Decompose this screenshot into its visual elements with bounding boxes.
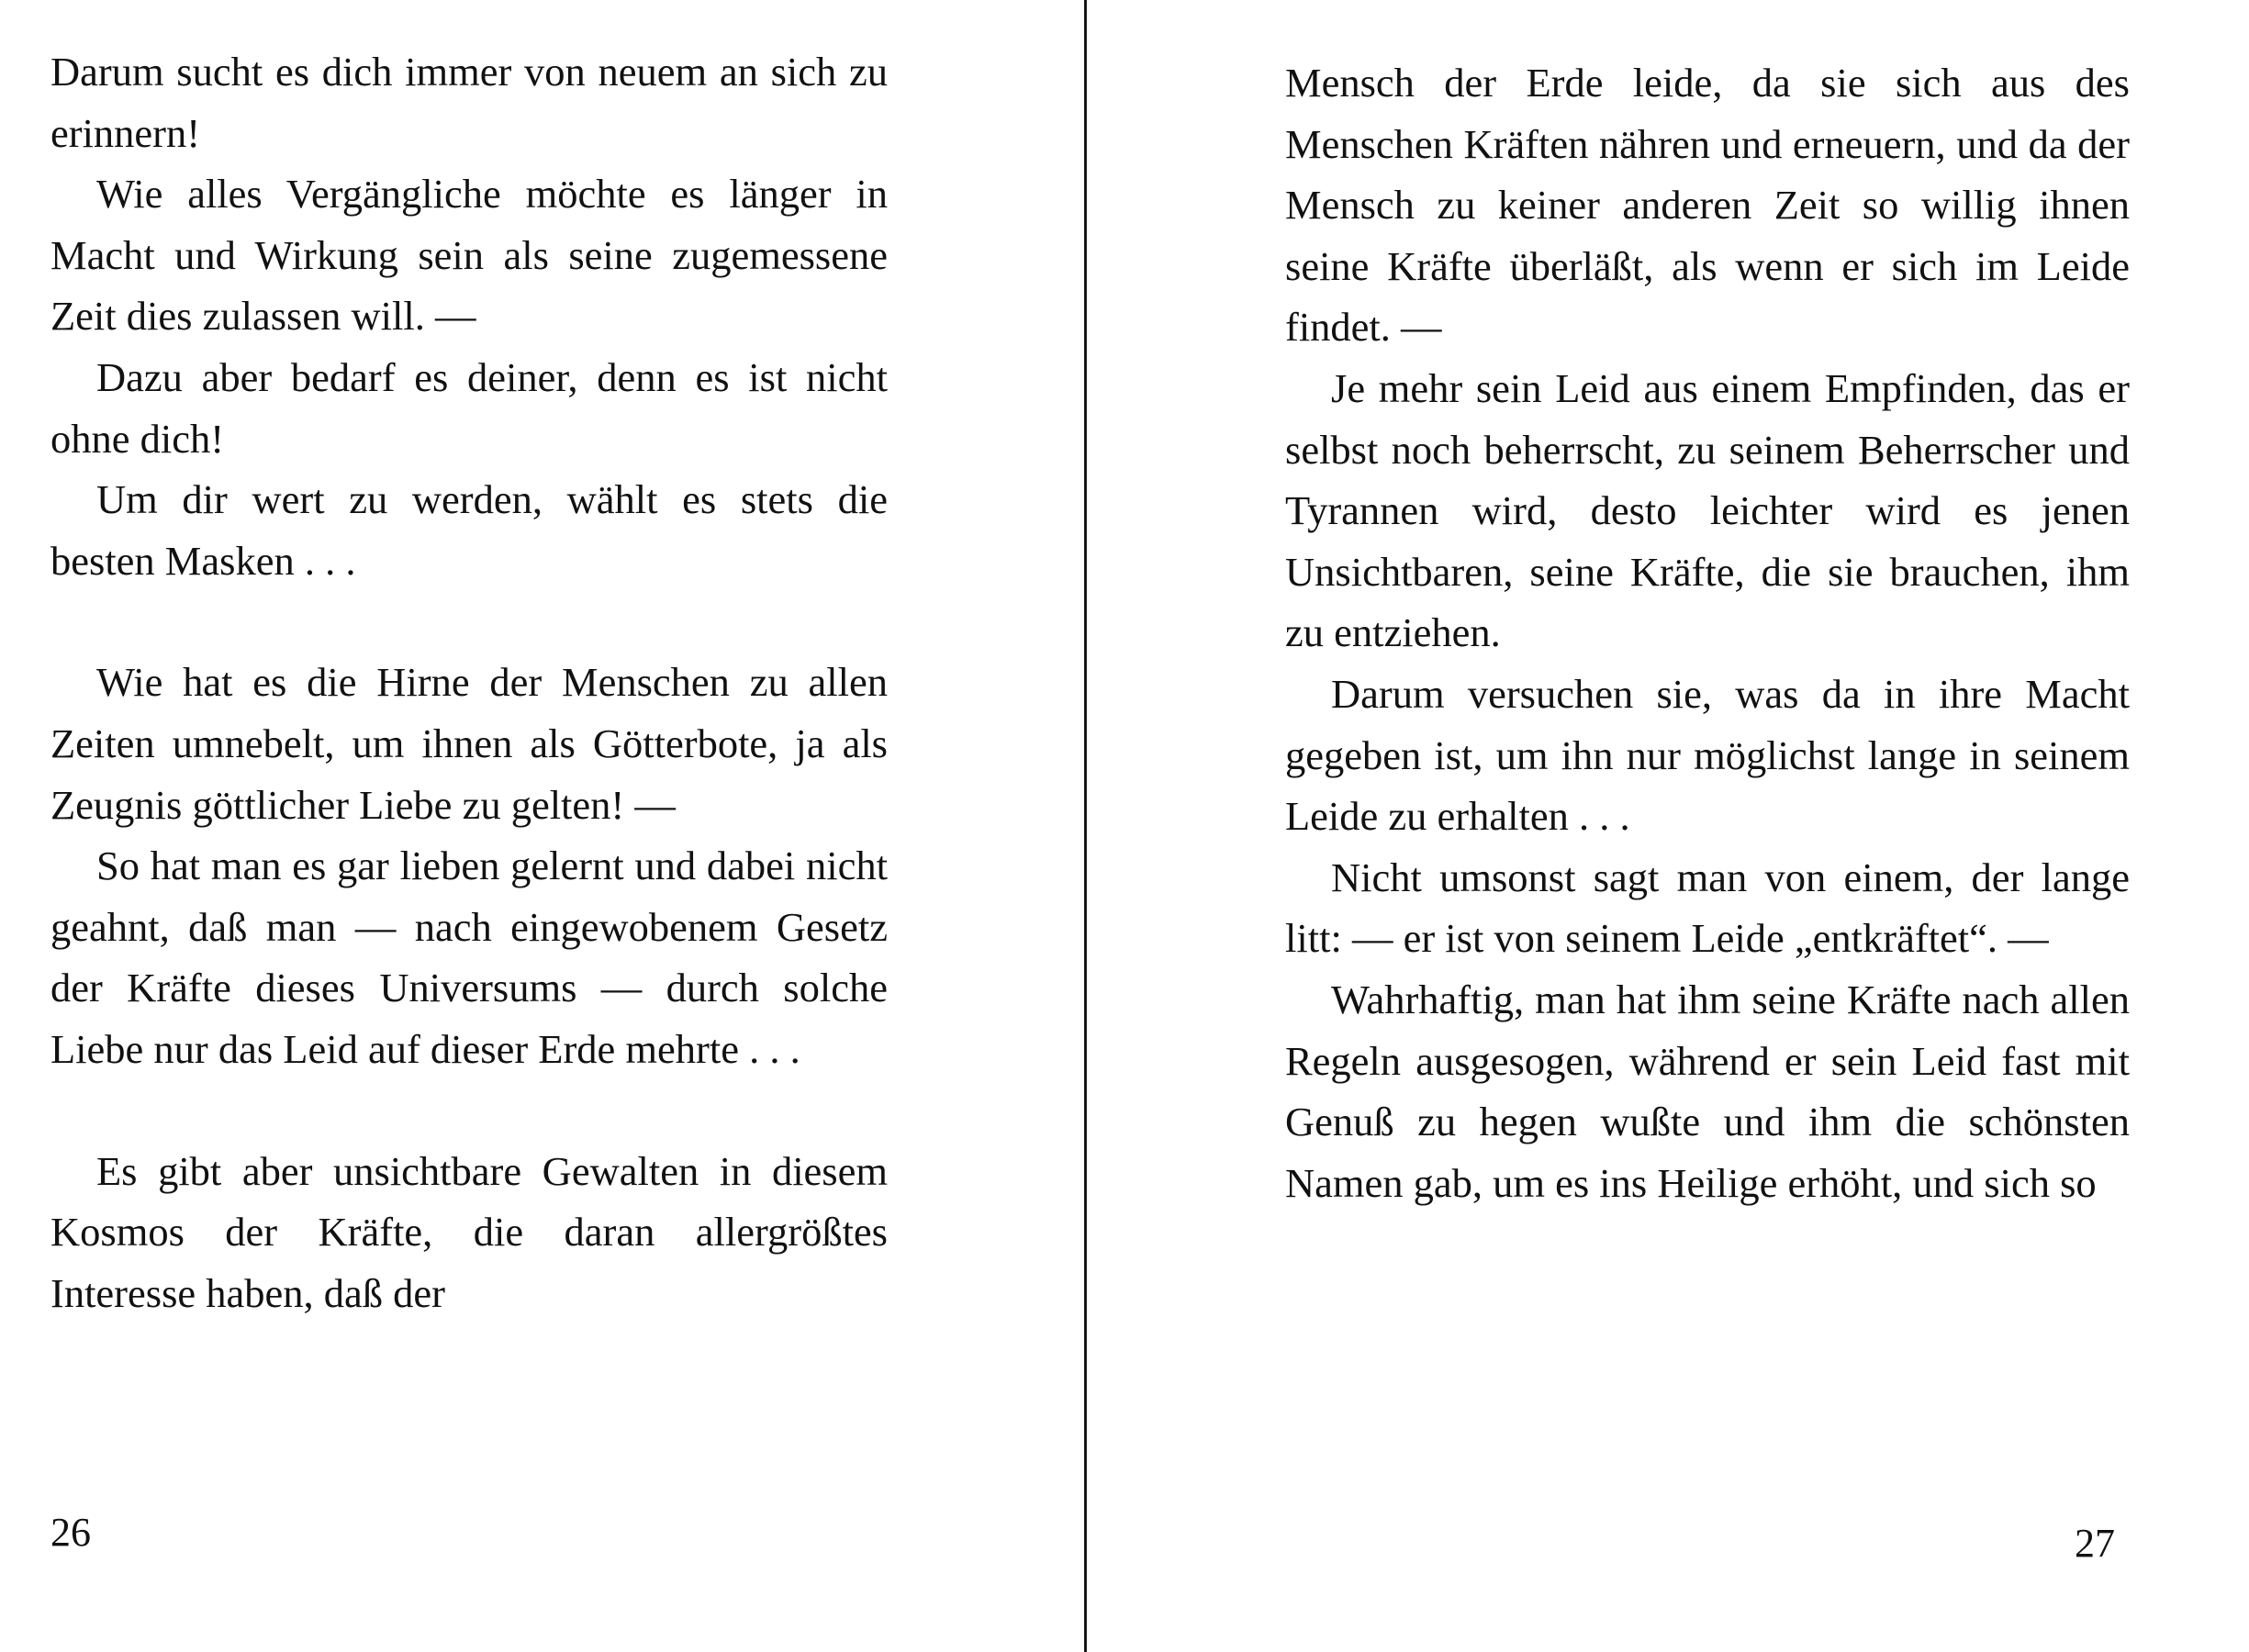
paragraph: Mensch der Erde leide, da sie sich aus des Menschen Kräften nähren und erneuern, und da der Mensch zu keiner anderen Zeit so willig ihnen seine Kräfte überläßt, als wenn er sich im Leide findet. — [1285, 60, 2130, 351]
paragraph: Darum versuchen sie, was da in ihre Macht gegeben ist, um ihn nur möglichst lange in seinem Leide zu erhalten . . . [1285, 670, 2130, 840]
paragraph: Dazu aber bedarf es deiner, denn es ist nicht ohne dich! [50, 353, 888, 462]
paragraph: Je mehr sein Leid aus einem Empfinden, das er selbst noch beherrscht, zu seinem Beherrscher und Tyrannen wird, desto leichter wird es jenen Unsichtbaren, seine Kräfte, die sie brauchen, ihm zu entziehen. [1285, 364, 2130, 656]
book-gutter [1084, 0, 1087, 1652]
paragraph: Es gibt aber unsichtbare Gewalten in diesem Kosmos der Kräfte, die daran allergrößtes Interesse haben, daß der [50, 1147, 888, 1316]
paragraph: Um dir wert zu werden, wählt es stets die besten Masken . . . [50, 476, 888, 584]
right-page [1092, 0, 2249, 1652]
paragraph: So hat man es gar lieben gelernt und dabei nicht geahnt, daß man — nach eingewobenem Gesetz der Kräfte dieses Universums — durch solche Liebe nur das Leid auf dieser Erde mehrte . . . [50, 843, 888, 1072]
paragraph: Wahrhaftig, man hat ihm seine Kräfte nach allen Regeln ausgesogen, während er sein Leid fast mit Genuß zu hegen wußte und ihm die schönsten Namen gab, um es ins Heilige erhöht, und sich so [1285, 976, 2130, 1206]
page-number: 26 [50, 1510, 91, 1555]
paragraph: Wie alles Vergängliche möchte es länger in Macht und Wirkung sein als seine zugemessene Zeit dies zulassen will. — [50, 171, 888, 340]
paragraph: Wie hat es die Hirne der Menschen zu allen Zeiten umnebelt, um ihnen als Götterbote, ja als Zeugnis göttlicher Liebe zu gelten! — [50, 659, 888, 828]
left-page [0, 0, 1083, 1652]
right-page-text [1285, 52, 2130, 1213]
paragraph: Darum sucht es dich immer von neuem an sich zu erinnern! [50, 49, 888, 156]
left-page-text [50, 41, 888, 1323]
page-number: 27 [2075, 1521, 2115, 1566]
paragraph: Nicht umsonst sagt man von einem, der lange litt: — er ist von seinem Leide „entkräftet“. — [1285, 854, 2130, 962]
